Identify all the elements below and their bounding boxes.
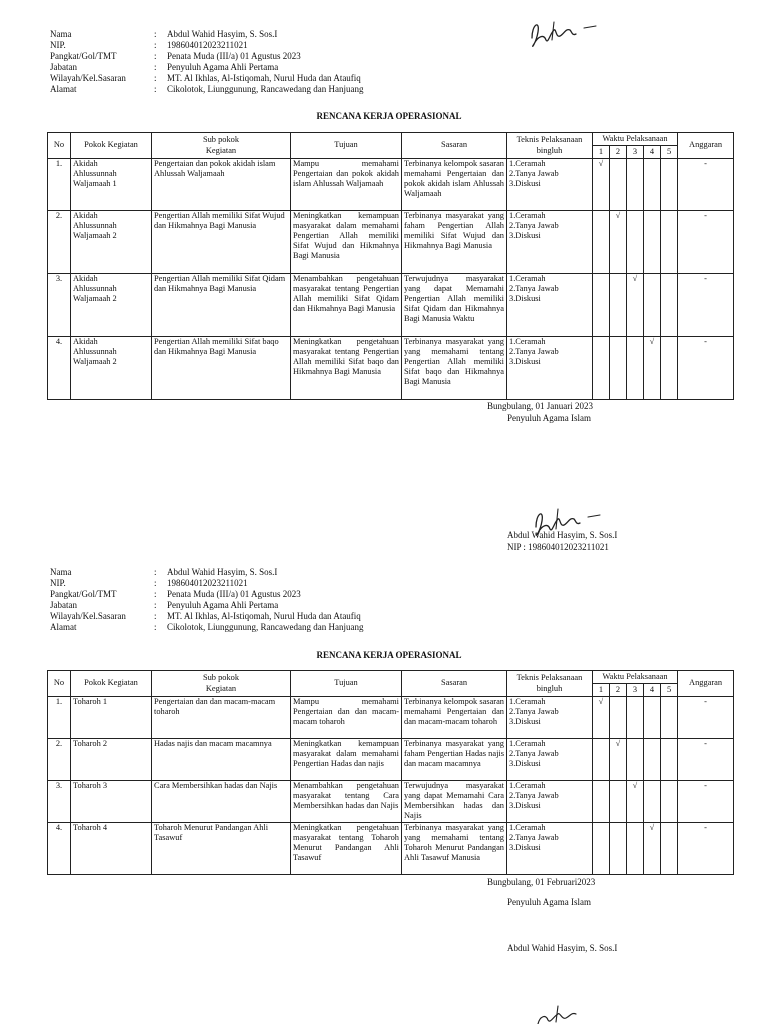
cell-week-1 — [593, 739, 610, 781]
anggaran-value: - — [704, 823, 707, 832]
label-wilayah: Wilayah/Kel.Sasaran — [50, 611, 126, 621]
sasaran-text: Terbinanya masyarakat yang faham Pengertian Hadas najis dan macam macamnya — [404, 739, 504, 769]
cell-week-5 — [661, 159, 678, 211]
signature-image — [526, 14, 606, 52]
cell-sasaran — [402, 697, 507, 739]
header-no: No — [48, 133, 71, 159]
cell-week-2 — [610, 781, 627, 823]
signer-role: Penyuluh Agama Islam — [507, 897, 591, 907]
place-date: Bungbulang, 01 Februari2023 — [487, 877, 596, 887]
table-row — [48, 781, 734, 823]
sub-pokok-text: Pengertaian dan dan macam-macam toharoh — [154, 697, 276, 717]
row-number: 1. — [55, 697, 63, 706]
plan-table — [47, 670, 734, 875]
pokok-line: Waljamaah 2 — [73, 357, 117, 367]
colon: : — [154, 600, 157, 610]
header-pokok: Pokok Kegiatan — [71, 133, 152, 159]
sub-pokok-text: Pengertian Allah memiliki Sifat baqo dan Hikmahnya Bagi Manusia — [154, 337, 279, 357]
cell-week-3 — [627, 781, 644, 823]
cell-week-3 — [627, 697, 644, 739]
colon: : — [154, 29, 157, 39]
row-number: 4. — [55, 337, 63, 346]
cell-pokok-kegiatan — [71, 781, 152, 823]
cell-week-5 — [661, 739, 678, 781]
cell-week-3 — [627, 739, 644, 781]
cell-week-5 — [661, 211, 678, 274]
header-week: 1 — [593, 146, 610, 159]
cell-no — [48, 159, 71, 211]
label-nama: Nama — [50, 567, 72, 577]
pokok-line: Waljamaah 2 — [73, 231, 117, 241]
header-sasaran: Sasaran — [402, 133, 507, 159]
cell-teknis — [507, 211, 593, 274]
anggaran-value: - — [704, 337, 707, 346]
pokok-line: Toharoh 3 — [73, 781, 108, 790]
table-row — [48, 159, 734, 211]
pokok-line: Waljamaah 1 — [73, 179, 117, 189]
cell-week-4 — [644, 781, 661, 823]
label-wilayah: Wilayah/Kel.Sasaran — [50, 73, 126, 83]
cell-sasaran — [402, 781, 507, 823]
check-mark: √ — [615, 211, 621, 220]
label-nip: NIP. — [50, 578, 66, 588]
pokok-line: Akidah — [73, 159, 98, 168]
header-waktu: Waktu Pelaksanaan — [593, 671, 678, 684]
cell-sub-pokok — [152, 159, 291, 211]
sasaran-text: Terbinanya masyarakat yang faham Pengertian Allah memiliki Sifat Wujud dan Hikmahnya Bagi Manusia — [404, 211, 504, 251]
table-row — [48, 739, 734, 781]
anggaran-value: - — [704, 159, 707, 168]
header-anggaran: Anggaran — [678, 671, 734, 697]
header-week: 5 — [661, 684, 678, 697]
cell-no — [48, 823, 71, 875]
cell-sasaran — [402, 823, 507, 875]
table-row — [48, 823, 734, 875]
cell-week-1 — [593, 274, 610, 337]
label-jabatan: Jabatan — [50, 62, 77, 72]
header-sub-pokok: Sub pokok Kegiatan — [152, 671, 291, 697]
metode-item: 3.Diskusi — [509, 179, 541, 189]
cell-week-4 — [644, 159, 661, 211]
cell-week-1 — [593, 337, 610, 400]
tujuan-text: Meningkatkan kemampuan masyarakat dalam memahami Pengertian Allah memiliki Sifat Wujud dan Hikmahnya Bagi Manusia — [293, 211, 399, 261]
cell-tujuan — [291, 274, 402, 337]
colon: : — [154, 567, 157, 577]
metode-item: 1.Ceramah — [509, 274, 546, 283]
cell-no — [48, 739, 71, 781]
header-week: 2 — [610, 146, 627, 159]
cell-sub-pokok — [152, 739, 291, 781]
metode-item: 3.Diskusi — [509, 357, 541, 367]
anggaran-value: - — [704, 274, 707, 283]
metode-item: 2.Tanya Jawab — [509, 833, 559, 843]
cell-pokok-kegiatan — [71, 823, 152, 875]
cell-week-5 — [661, 781, 678, 823]
sasaran-text: Terbinanya kelompok sasaran memahami Pengertaian dan dan macam-macam toharoh — [404, 697, 504, 727]
cell-anggaran — [678, 274, 734, 337]
header-tujuan: Tujuan — [291, 671, 402, 697]
pokok-line: Ahlussunnah — [73, 221, 117, 231]
colon: : — [154, 40, 157, 50]
cell-week-4 — [644, 739, 661, 781]
cell-pokok-kegiatan — [71, 337, 152, 400]
value-jabatan: Penyuluh Agama Ahli Pertama — [167, 600, 279, 610]
pokok-line: Toharoh 4 — [73, 823, 108, 832]
cell-anggaran — [678, 211, 734, 274]
place-date: Bungbulang, 01 Januari 2023 — [487, 401, 593, 411]
label-pangkat: Pangkat/Gol/TMT — [50, 51, 117, 61]
anggaran-value: - — [704, 781, 707, 790]
tujuan-text: Menambahkan pengetahuan masyarakat tentang Pengertian Allah memiliki Sifat Qidam dan Hikmahnya Bagi Manusia — [293, 274, 399, 314]
cell-teknis — [507, 823, 593, 875]
header-waktu: Waktu Pelaksanaan — [593, 133, 678, 146]
cell-week-4 — [644, 274, 661, 337]
sub-pokok-text: Pengertian Allah memiliki Sifat Qidam dan Hikmahnya Bagi Manusia — [154, 274, 286, 294]
cell-anggaran — [678, 697, 734, 739]
cell-sasaran — [402, 211, 507, 274]
cell-week-5 — [661, 823, 678, 875]
signer-nip: NIP : 198604012023211021 — [507, 542, 609, 552]
table-row — [48, 274, 734, 337]
check-mark: √ — [615, 739, 621, 748]
value-nip: 198604012023211021 — [167, 40, 248, 50]
cell-week-2 — [610, 337, 627, 400]
signer-role: Penyuluh Agama Islam — [507, 413, 591, 423]
metode-item: 3.Diskusi — [509, 717, 541, 727]
cell-sub-pokok — [152, 211, 291, 274]
sub-pokok-text: Pengertian Allah memiliki Sifat Wujud dan Hikmahnya Bagi Manusia — [154, 211, 285, 231]
metode-item: 3.Diskusi — [509, 801, 541, 811]
cell-tujuan — [291, 781, 402, 823]
metode-item: 2.Tanya Jawab — [509, 707, 559, 717]
tujuan-text: Mampu memahami Pengertaian dan pokok akidah islam Ahlussah Waljamaah — [293, 159, 399, 189]
cell-anggaran — [678, 739, 734, 781]
header-week: 4 — [644, 146, 661, 159]
colon: : — [154, 73, 157, 83]
metode-item: 3.Diskusi — [509, 294, 541, 304]
cell-week-4 — [644, 211, 661, 274]
cell-teknis — [507, 739, 593, 781]
cell-week-3 — [627, 159, 644, 211]
row-number: 2. — [55, 211, 63, 220]
header-week: 4 — [644, 684, 661, 697]
sasaran-text: Terwujudnya masyarakat yang dapat Memamahi Cara Membersihkan hadas dan Najis — [404, 781, 504, 821]
header-week: 1 — [593, 684, 610, 697]
value-nama: Abdul Wahid Hasyim, S. Sos.I — [167, 567, 278, 577]
cell-week-3 — [627, 274, 644, 337]
anggaran-value: - — [704, 697, 707, 706]
check-mark: √ — [598, 697, 604, 706]
header-week: 5 — [661, 146, 678, 159]
metode-item: 2.Tanya Jawab — [509, 284, 559, 294]
anggaran-value: - — [704, 211, 707, 220]
cell-anggaran — [678, 337, 734, 400]
metode-item: 3.Diskusi — [509, 843, 541, 853]
cell-week-2 — [610, 159, 627, 211]
colon: : — [154, 578, 157, 588]
cell-teknis — [507, 781, 593, 823]
pokok-line: Waljamaah 2 — [73, 294, 117, 304]
cell-tujuan — [291, 697, 402, 739]
label-jabatan: Jabatan — [50, 600, 77, 610]
cell-anggaran — [678, 781, 734, 823]
metode-item: 2.Tanya Jawab — [509, 749, 559, 759]
document-title: RENCANA KERJA OPERASIONAL — [316, 111, 462, 121]
value-pangkat: Penata Muda (III/a) 01 Agustus 2023 — [167, 589, 301, 599]
cell-week-1 — [593, 211, 610, 274]
value-alamat: Cikolotok, Liunggunung, Rancawedang dan Hanjuang — [167, 84, 364, 94]
value-wilayah: MT. Al Ikhlas, Al-Istiqomah, Nurul Huda dan Ataufiq — [167, 73, 361, 83]
cell-sasaran — [402, 739, 507, 781]
cell-no — [48, 697, 71, 739]
check-mark: √ — [632, 274, 638, 283]
cell-sasaran — [402, 159, 507, 211]
cell-sub-pokok — [152, 781, 291, 823]
label-nama: Nama — [50, 29, 72, 39]
cell-sub-pokok — [152, 274, 291, 337]
label-alamat: Alamat — [50, 84, 77, 94]
signer-name: Abdul Wahid Hasyim, S. Sos.I — [507, 530, 618, 540]
cell-anggaran — [678, 823, 734, 875]
sasaran-text: Terwujudnya masyarakat yang dapat Memamahi Pengertian Allah memiliki Sifat Qidam dan Hikmahnya Bagi Manusia Waktu — [404, 274, 504, 324]
sasaran-text: Terbinanya kelompok sasaran memahami Pengertaian dan pokok akidah islam Ahlussah Waljamaah — [404, 159, 504, 199]
cell-no — [48, 274, 71, 337]
sub-pokok-text: Cara Membersihkan hadas dan Najis — [154, 781, 278, 790]
metode-item: 1.Ceramah — [509, 739, 546, 748]
cell-pokok-kegiatan — [71, 274, 152, 337]
header-no: No — [48, 671, 71, 697]
header-sub-pokok: Sub pokok Kegiatan — [152, 133, 291, 159]
row-number: 3. — [55, 781, 63, 790]
cell-week-2 — [610, 211, 627, 274]
pokok-line: Ahlussunnah — [73, 347, 117, 357]
row-number: 4. — [55, 823, 63, 832]
cell-tujuan — [291, 159, 402, 211]
row-number: 3. — [55, 274, 63, 283]
cell-no — [48, 211, 71, 274]
pokok-line: Akidah — [73, 211, 98, 220]
metode-item: 2.Tanya Jawab — [509, 791, 559, 801]
table-row — [48, 211, 734, 274]
pokok-line: Toharoh 1 — [73, 697, 108, 706]
tujuan-text: Menambahkan pengetahuan masyarakat tentang Cara Membersihkan hadas dan Najis — [293, 781, 399, 811]
cell-week-2 — [610, 739, 627, 781]
check-mark: √ — [598, 159, 604, 168]
pokok-line: Toharoh 2 — [73, 739, 108, 748]
cell-pokok-kegiatan — [71, 697, 152, 739]
metode-item: 2.Tanya Jawab — [509, 347, 559, 357]
cell-week-2 — [610, 823, 627, 875]
colon: : — [154, 51, 157, 61]
cell-week-3 — [627, 337, 644, 400]
cell-sub-pokok — [152, 697, 291, 739]
label-nip: NIP. — [50, 40, 66, 50]
cell-week-4 — [644, 337, 661, 400]
metode-item: 2.Tanya Jawab — [509, 221, 559, 231]
colon: : — [154, 611, 157, 621]
value-alamat: Cikolotok, Liunggunung, Rancawedang dan Hanjuang — [167, 622, 364, 632]
label-alamat: Alamat — [50, 622, 77, 632]
cell-week-4 — [644, 823, 661, 875]
sub-pokok-text: Toharoh Menurut Pandangan Ahli Tasawuf — [154, 823, 269, 843]
header-teknis: Teknis Pelaksanaan bingluh — [507, 671, 593, 697]
cell-teknis — [507, 337, 593, 400]
table-row — [48, 697, 734, 739]
cell-week-5 — [661, 697, 678, 739]
check-mark: √ — [632, 781, 638, 790]
cell-sasaran — [402, 337, 507, 400]
plan-table — [47, 132, 734, 400]
cell-week-4 — [644, 697, 661, 739]
check-mark: √ — [649, 337, 655, 346]
document-title: RENCANA KERJA OPERASIONAL — [316, 650, 462, 660]
cell-tujuan — [291, 823, 402, 875]
row-number: 1. — [55, 159, 63, 168]
table-row — [48, 337, 734, 400]
pokok-line: Ahlussunnah — [73, 284, 117, 294]
sasaran-text: Terbinanya masyarakat yang yang memahami tentang Toharoh Menurut Pandangan Ahli Tasawuf Manusia — [404, 823, 504, 863]
cell-week-1 — [593, 697, 610, 739]
colon: : — [154, 84, 157, 94]
metode-item: 1.Ceramah — [509, 211, 546, 220]
sub-pokok-text: Hadas najis dan macam macamnya — [154, 739, 272, 748]
label-pangkat: Pangkat/Gol/TMT — [50, 589, 117, 599]
cell-sub-pokok — [152, 337, 291, 400]
header-pokok: Pokok Kegiatan — [71, 671, 152, 697]
cell-week-1 — [593, 823, 610, 875]
cell-tujuan — [291, 337, 402, 400]
cell-week-2 — [610, 697, 627, 739]
value-jabatan: Penyuluh Agama Ahli Pertama — [167, 62, 279, 72]
pokok-line: Akidah — [73, 337, 98, 346]
cell-week-5 — [661, 274, 678, 337]
cell-teknis — [507, 159, 593, 211]
colon: : — [154, 589, 157, 599]
cell-week-1 — [593, 159, 610, 211]
header-week: 2 — [610, 684, 627, 697]
check-mark: √ — [649, 823, 655, 832]
colon: : — [154, 622, 157, 632]
row-number: 2. — [55, 739, 63, 748]
value-wilayah: MT. Al Ikhlas, Al-Istiqomah, Nurul Huda dan Ataufiq — [167, 611, 361, 621]
anggaran-value: - — [704, 739, 707, 748]
cell-no — [48, 337, 71, 400]
cell-teknis — [507, 274, 593, 337]
cell-sasaran — [402, 274, 507, 337]
signer-name: Abdul Wahid Hasyim, S. Sos.I — [507, 943, 618, 953]
colon: : — [154, 62, 157, 72]
metode-item: 1.Ceramah — [509, 697, 546, 706]
cell-sub-pokok — [152, 823, 291, 875]
cell-anggaran — [678, 159, 734, 211]
cell-no — [48, 781, 71, 823]
cell-tujuan — [291, 211, 402, 274]
metode-item: 1.Ceramah — [509, 159, 546, 168]
metode-item: 3.Diskusi — [509, 759, 541, 769]
cell-week-3 — [627, 211, 644, 274]
header-week: 3 — [627, 684, 644, 697]
tujuan-text: Meningkatkan pengetahuan masyarakat tentang Toharoh Menurut Pandangan Ahli Tasawuf — [293, 823, 399, 863]
sub-pokok-text: Pengertaian dan pokok akidah islam Ahlussah Waljamaah — [154, 159, 276, 179]
cell-pokok-kegiatan — [71, 739, 152, 781]
header-tujuan: Tujuan — [291, 133, 402, 159]
pokok-line: Akidah — [73, 274, 98, 283]
sasaran-text: Terbinanya masyarakat yang yang memahami tentang Pengertian Allah memiliki Sifat baqo dan Hikmahnya Bagi Manusia — [404, 337, 504, 387]
header-anggaran: Anggaran — [678, 133, 734, 159]
cell-tujuan — [291, 739, 402, 781]
value-nip: 198604012023211021 — [167, 578, 248, 588]
value-nama: Abdul Wahid Hasyim, S. Sos.I — [167, 29, 278, 39]
metode-item: 1.Ceramah — [509, 823, 546, 832]
cell-pokok-kegiatan — [71, 211, 152, 274]
cell-week-2 — [610, 274, 627, 337]
cell-teknis — [507, 697, 593, 739]
cell-pokok-kegiatan — [71, 159, 152, 211]
cell-week-5 — [661, 337, 678, 400]
metode-item: 3.Diskusi — [509, 231, 541, 241]
signature-image — [530, 1002, 610, 1024]
header-sasaran: Sasaran — [402, 671, 507, 697]
tujuan-text: Meningkatkan kemampuan masyarakat dalam memahami Pengertian Hadas dan najis — [293, 739, 399, 769]
header-teknis: Teknis Pelaksanaan bingluh — [507, 133, 593, 159]
value-pangkat: Penata Muda (III/a) 01 Agustus 2023 — [167, 51, 301, 61]
tujuan-text: Meningkatkan pengetahuan masyarakat tentang Pengertian Allah memiliki Sifat baqo dan Hikmahnya Bagi Manusia — [293, 337, 399, 377]
pokok-line: Ahlussunnah — [73, 169, 117, 179]
tujuan-text: Mampu memahami Pengertaian dan dan macam-macam toharoh — [293, 697, 399, 727]
cell-week-3 — [627, 823, 644, 875]
header-week: 3 — [627, 146, 644, 159]
cell-week-1 — [593, 781, 610, 823]
metode-item: 2.Tanya Jawab — [509, 169, 559, 179]
metode-item: 1.Ceramah — [509, 337, 546, 346]
metode-item: 1.Ceramah — [509, 781, 546, 790]
